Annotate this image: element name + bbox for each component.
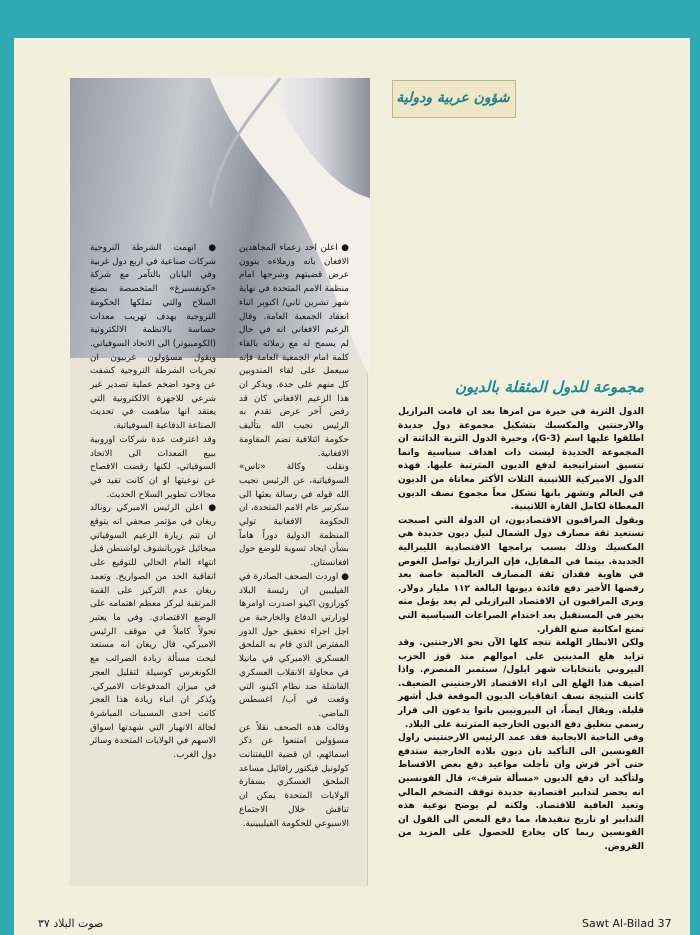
section-header: شؤون عربية ودولية <box>396 90 510 106</box>
footer-page-label-ar: صوت البلاد ٣٧ <box>38 917 104 930</box>
footer-page-label-en: Sawt Al-Bilad 37 <box>582 917 672 930</box>
news-brief: ونقلت وكالة «تاس» السوفياتية، عن الرئيس نجيب الله قوله في رسالة بعثها الى سكرتير عام الامم المتحدة، ان الحكومة الافغانية تولي المنظمة الدولية دوراً هاماً بشأن ايجاد تسوية للوضع حول افغانستان. <box>239 462 349 569</box>
news-brief: وقد اعترفت عدة شركات اوروبية ببيع المعدات الى الاتحاد السوفياتي، لكنها رفضت الافصاح عن نوعيتها او ان كانت تفيد في مجالات تطوير السلاح الحديث. <box>90 434 216 500</box>
news-brief: ● اعلن احد زعماء المجاهدين الافغان بانه وزملاءه ينوون عرض قضيتهم وشرحها امام منظمة الامم المتحدة في نهاية شهر تشرين ثاني/ اكتوبر اثناء انعقاد الجمعية العامة. وقال الزعيم الافغاني انه في حال لم يسمح له مع زملائه بالقاء كلمة امام الجمعية العامة فإنه سيعمل على لقاء المندوبين كل منهم على حدة. ويذكر ان هذا الزعيم الافغاني كان قد رفض آخر عرض تقدم به الرئيس نجيب الله بتأليف حكومة ائتلافية تضم المقاومة الافغانية. <box>239 243 349 459</box>
right-color-band <box>690 0 700 935</box>
news-brief: ● اوردت الصحف الصادرة في الفيليبين ان رئيسة البلاد كورازون اكينو اصدرت اوامرها لوزارتي الدفاع والخارجية من اجل اجراء تحقيق حول الدور المفترض الذي قام به الملحق العسكري الاميركي في مانيلا في محاولة الانقلاب العسكري الفاشلة ضد نظام اكينو، التي وقعت في آب/ اغسطس الماضي. <box>239 571 349 719</box>
news-brief: ● اعلن الرئيس الاميركي رونالد ريغان في مؤتمر صحفي انه يتوقع ان تتم زيارة الزعيم السوفياتي ميخائيل غورباتشوف لواشنطن قبل انتهاء العام الحالي للتوقيع على اتفاقية الحد من الصواريخ. وتعمد ريغان عدم التركيز على القمة المرتقبة ليركز معظم اهتمامه على الوضع الاقتصادي. وفي ما يعتبر تحولاً كاملاً في موقف الرئيس الاميركي، قال ريغان انه مستعد لبحث مسألة زيادة الضرائب مع الكونغرس كوسيلة لتقليل العجز في ميزان المدفوعات الاميركي. ويُذكر ان انباء زيادة هذا العجز كانت احدى المسببات المباشرة لحالة الانهيار التي شهدتها اسواق الاسهم في الولايات المتحدة وسائر دول الغرب. <box>90 503 216 761</box>
article-body <box>398 406 644 855</box>
article-paragraph: الدول الثرية في حيرة من امرها بعد ان قامت البرازيل والارجنتين والمكسيك بتشكيل مجموعة دول جديدة اطلقوا عليها اسم (G-3)، وحيرة الدول الثرية الدائنة ان المجموعة الجديدة ليست ذات اهداف سياسية وانما تنسيق استراتيجية لدفع الديون المترتبة عليها. فهذه الدول الاميركية اللاتينية الثلاث الأكثر معاناة من الديون في العالم وتشهر بانها تشكل معاً مجموع نصف الديون المعطاة لكامل القارة اللاتينية. <box>398 407 645 513</box>
article-title: مجموعة للدول المثقلة بالديون <box>454 378 644 396</box>
news-column-left <box>90 242 216 763</box>
news-brief: وقالت هذه الصحف نقلاً عن مسؤولين امتنعوا عن ذكر اسمائهم، ان قضية الليفتنانت كولونيل فيكتور رافائيل مساعد الملحق العسكري بسفارة الولايات المتحدة يمكن ان تناقش خلال الاجتماع الاسبوعي للحكومة الفيليبينية. <box>239 722 349 829</box>
news-column-right <box>239 242 349 831</box>
article-paragraph: ويقول المراقبون الاقتصاديون، ان الدولة التي اصبحت تستعيد ثقة مصارف دول الشمال لنيل ديون جديدة هي المكسيك وذلك بسبب برامجها الاقتصادية الليبرالية الجديدة. بينما في المقابل، فإن البرازيل تواصل الغوص في هاوية فقدان ثقة المصارف العالمية خاصة بعد رفضها الأخير دفع فائدة ديونها البالغة ١١٢ مليار دولار. ويرى المراقبون ان الاقتصاد البرازيلي لم يعد يؤمل منه بخير في المستقبل بعد احتدام الصراعات السياسية التي تمنع امكانية صنع القرار. <box>398 515 644 635</box>
news-brief: ● اتهمت الشرطة النروجية شركات صناعية في اربع دول غربية وفي اليابان بالتآمر مع شركة «كونغسبرغ» المتخصصة بصنع السلاح والتي تملكها الحكومة النروجية بهدف تهريب معدات حساسة بالانظمة الالكترونية (الكومبيوتر) الى الاتحاد السوفياتي. ويقول مسؤولون غربيون ان تحريات الشرطة النروجية كشفت عن وجود اضخم عملية تصدير غير شرعي للاجهزة الالكترونية التي يعتقد انها ساهمت في تحديث الصناعة الدفاعية السوفياتية. <box>90 243 216 432</box>
left-color-band <box>0 0 14 935</box>
article-paragraph: وفي الناحية الايجابية فقد عمد الرئيس الارجنتيني راول الفونسين الى التأكيد بان ديون بلاده الخارجية ستدفع حتى آخر قرش وان تأجلت مواعيد دفع بعض الاقساط ولتأكيد ان دفع الديون «مسألة شرف»، قال الفونسين انه يحضر لتدابير اقتصادية جديدة توقف التضخم المالي وتعيد العافية للاقتصاد. ولكنه لم يوضح نوعية هذه التدابير او تاريخ تنفيذها، مما دفع البعض الى القول ان الفونسين ربما كان يخادع للحصول على المزيد من القروض. <box>398 733 644 852</box>
top-color-band <box>0 0 700 38</box>
article-paragraph: ولكن الانظار الهلعة تتجه كلها الآن نحو الارجنتين. وقد تزايد هلع المدينين على اموالهم منذ فوز الحزب البيروني بانتخابات شهر ايلول/ سبتمبر المنصرم. واذا اضيف هذا الهلع الى اداء الاقتصاد الارجنتيني الضعيف. كانت النتيجة نسف اتفاقيات الديون الموقعة قبل أشهر قليلة. ويقال ايضاً، ان البيرونيين باتوا يدعون الى قرار رسمي بتعليق دفع الديون الخارجية المترتبة على البلاد. <box>398 638 644 730</box>
